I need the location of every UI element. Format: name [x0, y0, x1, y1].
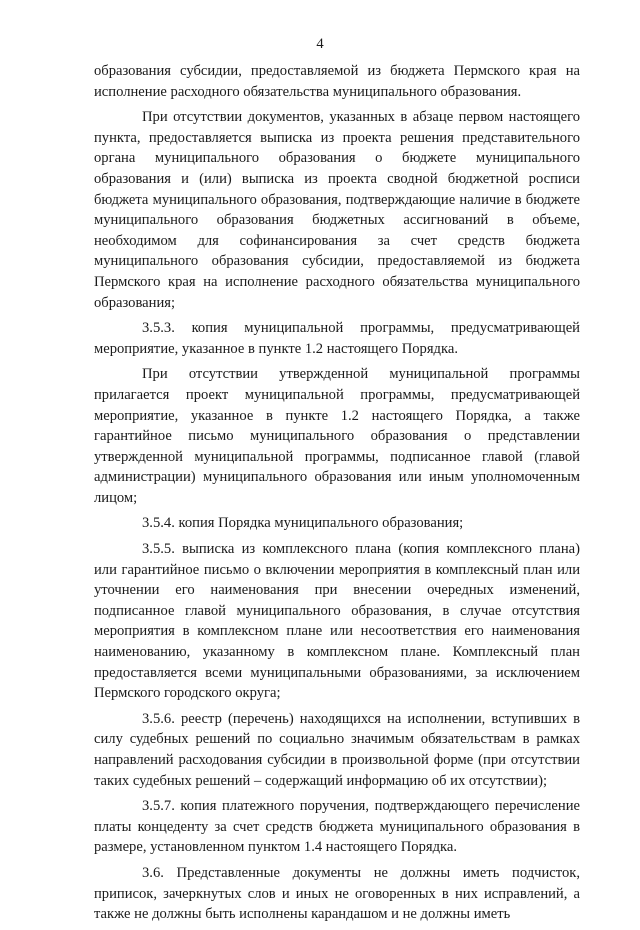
paragraph-3-5-3: 3.5.3. копия муниципальной программы, предусматривающей мероприятие, указанное в пункте 1.2 настоящего Порядка. [94, 320, 580, 357]
paragraph-3-5-5: 3.5.5. выписка из комплексного плана (копия комплексного плана) или гарантийное письмо о включении мероприятия в комплексный план или уточнении его наименования при внесении очередных изменений, подписанное главой муниципального образования, в случае отсутствия мероприятия в комплексном плане или несоответствия его наименования наименованию, указанному в комплексном плане. Комплексный план предоставляется всеми муниципальными образованиями, за исключением Пермского городского округа; [94, 541, 580, 702]
paragraph-3-5-4: 3.5.4. копия Порядка муниципального образования; [142, 515, 464, 532]
paragraph-3-5-7: 3.5.7. копия платежного поручения, подтверждающего перечисление платы концеденту за счет средств бюджета муниципального образования в размере, установленном пунктом 1.4 настоящего Порядка. [94, 798, 580, 856]
paragraph-absence-of-program: При отсутствии утвержденной муниципальной программы прилагается проект муниципальной программы, предусматривающей мероприятие, указанное в пункте 1.2 настоящего Порядка, а также гарантийное письмо муниципального образования о представлении утвержденной муниципальной программы, подписанное главой (главой администрации) муниципального образования или иным уполномоченным лицом; [94, 366, 580, 506]
paragraph-3-6: 3.6. Представленные документы не должны иметь подчисток, приписок, зачеркнутых слов и иных не оговоренных в них исправлений, а также не должны быть исполнены карандашом и не должны иметь [94, 864, 580, 923]
paragraph-3-5-6: 3.5.6. реестр (перечень) находящихся на исполнении, вступивших в силу судебных решений по социально значимым обязательствам в рамках направлений расходования субсидии в произвольной форме (при отсутствии таких судебных решений – содержащий информацию об их отсутствии); [94, 710, 580, 789]
page-number: 4 [316, 36, 324, 52]
paragraph-continuation: образования субсидии, предоставляемой из бюджета Пермского края на исполнение расходного обязательства муниципального образования. [94, 63, 580, 100]
document-body [94, 61, 580, 930]
paragraph-absence-of-documents: При отсутствии документов, указанных в абзаце первом настоящего пункта, предоставляется выписка из проекта решения представительного органа муниципального образования о бюджете муниципального образования и (или) выписка из проекта сводной бюджетной росписи бюджета муниципального образования, подтверждающие наличие в бюджете муниципального образования бюджетных ассигнований в объеме, необходимом для софинансирования за счет средств бюджета муниципального образования субсидии, предоставляемой из бюджета Пермского края на исполнение расходного обязательства муниципального образования; [94, 109, 580, 311]
